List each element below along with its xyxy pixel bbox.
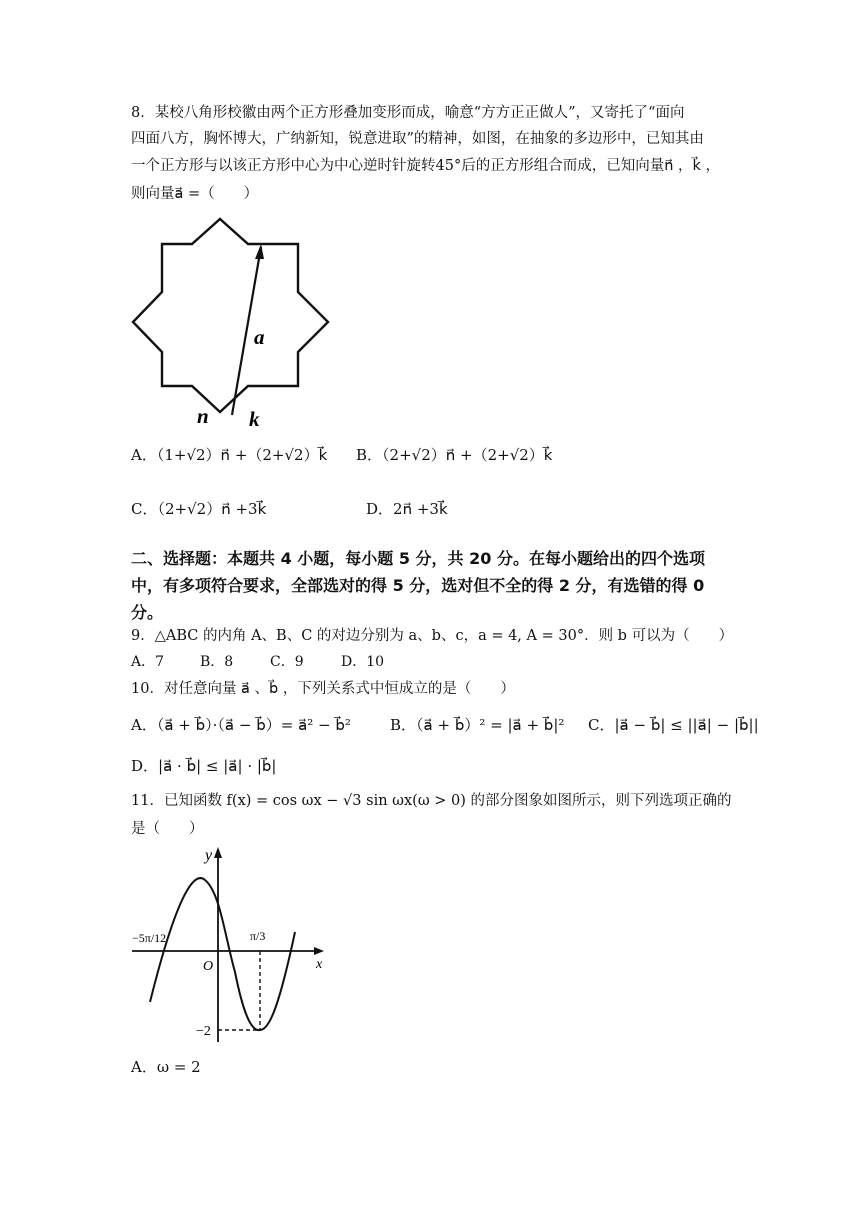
q10-option-a: A．（a⃗ + b⃗）·（a⃗ − b⃗）= a⃗² − b⃗² (131, 716, 351, 734)
q8-option-d: D．2n⃗ +3k⃗ (366, 500, 448, 518)
label-origin: O (203, 959, 214, 974)
q9-option-d: D．10 (341, 654, 385, 670)
q10-option-c: C．|a⃗ − b⃗| ≤ ||a⃗| − |b⃗|| (588, 716, 759, 734)
q10-stem: 10．对任意向量 a⃗ 、b⃗ ，下列关系式中恒成立的是（ ） (131, 681, 515, 697)
q8-line-3: 一个正方形与以该正方形中心为中心逆时针旋转45°后的正方形组合而成，已知向量n⃗ ，k⃗ ， (131, 158, 721, 174)
q11-line-1: 11．已知函数 f(x) = cos ωx − √3 sin ωx(ω > 0) 的部分图象如图所示，则下列选项正确的 (131, 793, 732, 809)
q9-option-a: A．7 (131, 654, 165, 670)
label-x: x (316, 957, 323, 972)
octagram-figure (128, 214, 338, 434)
label-k: k (249, 407, 260, 431)
section-2-heading-line-3: 分。 (131, 603, 164, 622)
q10-option-b: B．（a⃗ + b⃗）² = |a⃗ + b⃗|² (390, 716, 565, 734)
label-y: y (205, 847, 213, 864)
label-pi-over-3: π/3 (250, 929, 266, 943)
label-neg-5pi-over-12: −5π/12 (132, 931, 167, 945)
section-2-heading-line-2: 中，有多项符合要求，全部选对的得 5 分，选对但不全的得 2 分，有选错的得 0 (131, 576, 705, 595)
q11-line-2: 是（ ） (131, 821, 204, 837)
q9-stem: 9．△ABC 的内角 A、B、C 的对边分别为 a、b、c，a = 4, A = 30°．则 b 可以为（ ） (131, 628, 734, 644)
label-n: n (197, 404, 209, 428)
q8-line-1: 8．某校八角形校徽由两个正方形叠加变形而成，喻意“方方正正做人”，又寄托了“面向 (131, 105, 685, 121)
vector-a-arrowhead (255, 244, 264, 259)
q8-option-c: C．（2+√2）n⃗ +3k⃗ (131, 500, 267, 518)
sine-graph-figure (130, 842, 330, 1047)
label-minus-2: −2 (196, 1024, 211, 1039)
octagram-outline (133, 219, 328, 412)
q9-option-c: C．9 (270, 654, 304, 670)
q8-line-2: 四面八方，胸怀博大，广纳新知，锐意进取”的精神，如图，在抽象的多边形中，已知其由 (131, 131, 704, 147)
q10-option-d: D．|a⃗ · b⃗| ≤ |a⃗| · |b⃗| (131, 757, 277, 775)
label-a: a (254, 325, 265, 349)
x-axis-arrowhead (314, 947, 324, 955)
q8-option-a: A．（1+√2）n⃗ +（2+√2）k⃗ (131, 446, 328, 464)
y-axis-arrowhead (214, 847, 222, 858)
q8-option-b: B．（2+√2）n⃗ +（2+√2）k⃗ (356, 446, 553, 464)
function-curve (150, 878, 295, 1030)
q11-option-a: A．ω = 2 (131, 1058, 201, 1076)
q9-option-b: B．8 (200, 654, 234, 670)
q8-line-4: 则向量a⃗ =（ ） (131, 186, 259, 202)
section-2-heading-line-1: 二、选择题：本题共 4 小题，每小题 5 分，共 20 分。在每小题给出的四个选项 (131, 549, 705, 568)
